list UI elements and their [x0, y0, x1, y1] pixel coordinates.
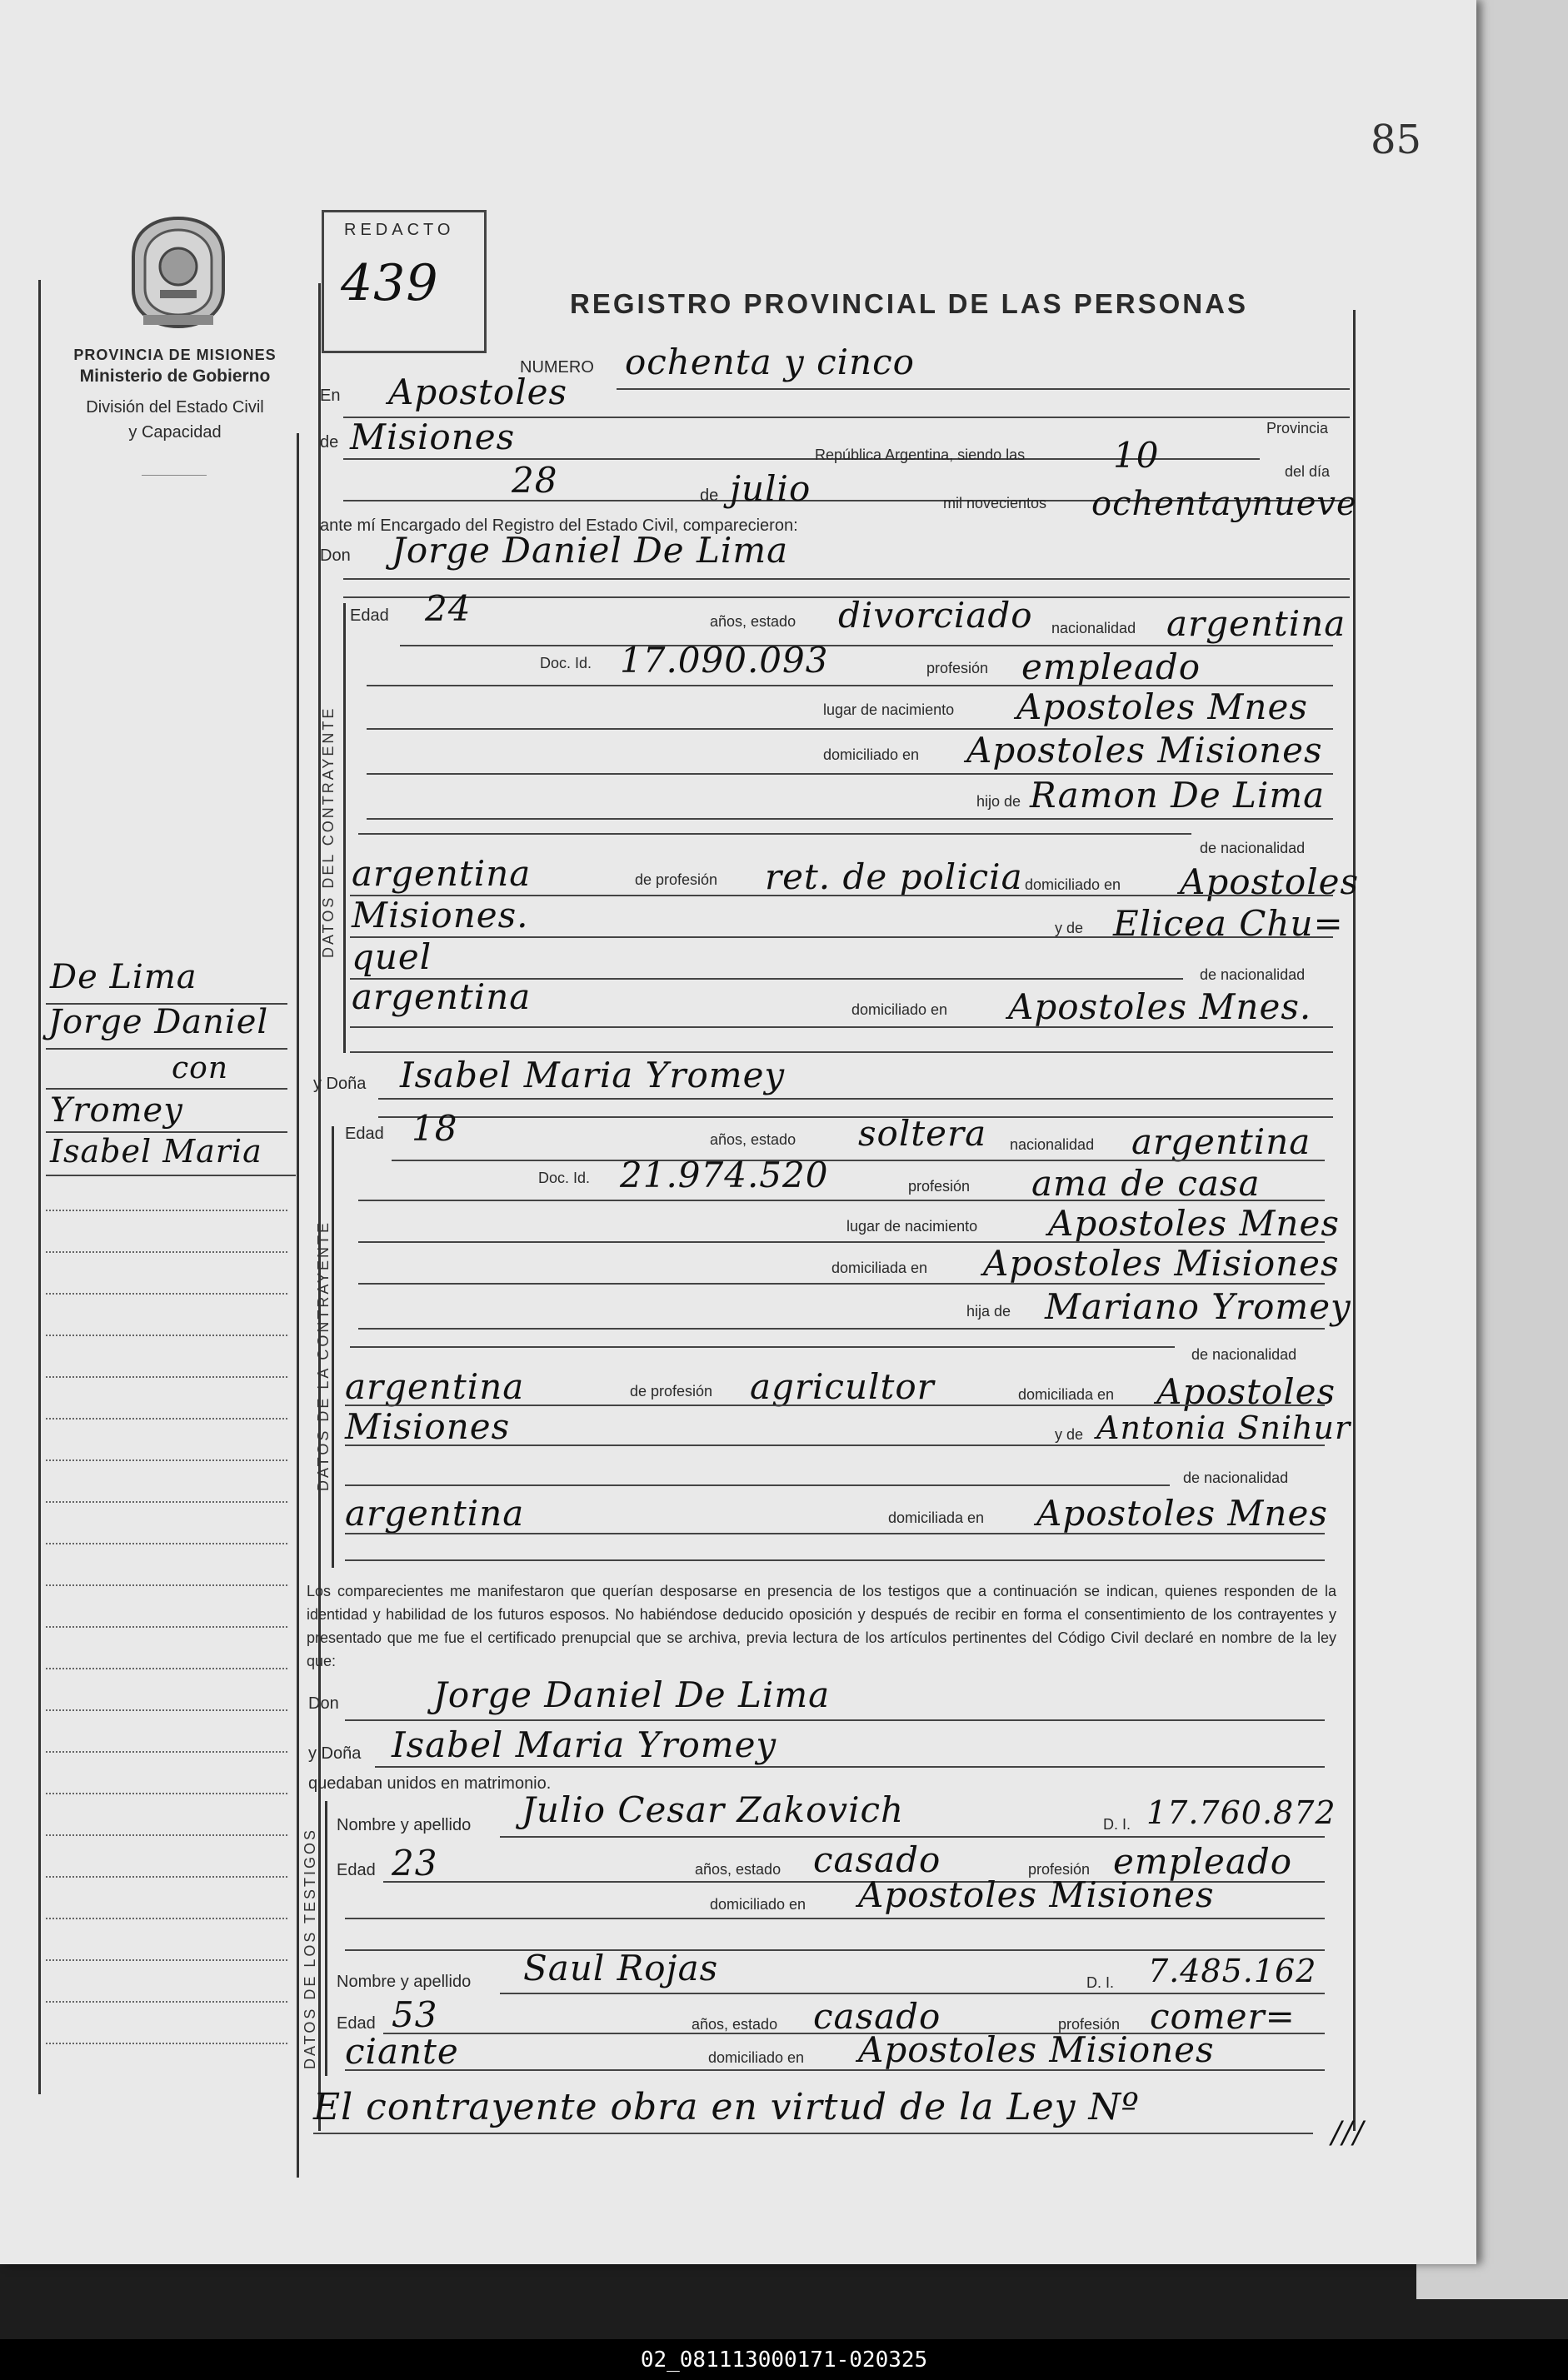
f-de-prof-label: de profesión: [630, 1383, 713, 1400]
don-label: Don: [320, 546, 351, 565]
margin-rule: [46, 1251, 287, 1253]
margin-note-rule-5: [46, 1175, 296, 1176]
margin-rule: [46, 1459, 287, 1461]
stamp-label: REDACTO: [344, 221, 455, 239]
en-value: Apostoles: [388, 372, 568, 412]
c-padre-line: [367, 818, 1333, 820]
left-frame-line: [38, 280, 41, 2094]
f-domicilio-label: domiciliada en: [831, 1260, 928, 1276]
margin-rule: [46, 1293, 287, 1295]
c-domiciliado-en-label: domiciliado en: [1025, 876, 1121, 893]
ante-label: ante mí Encargado del Registro del Estado Civil, comparecieron:: [320, 516, 798, 535]
statement-paragraph: Los comparecientes me manifestaron que querían desposarse en presencia de los testigos que a continuación se indican, quienes responden de la identidad y habilidad de los futuros esposos. No habiéndose deducido oposición y después de recibir en forma el consentimiento de los contrayentes y presentado que me fue el certificado prenupcial que se archiva, previa lectura de los artículos pertinentes del Código Civil declaré en nombre de la ley que:: [307, 1583, 1336, 1669]
f-lugar-label: lugar de nacimiento: [846, 1218, 978, 1235]
c-lugar-value: Apostoles Mnes: [1016, 686, 1308, 727]
f-madre-dom-value: Apostoles Mnes: [1036, 1493, 1328, 1534]
province-label: PROVINCIA DE MISIONES: [73, 347, 277, 363]
t2-profesion-value-2: ciante: [345, 2031, 459, 2072]
de2-label: de: [700, 486, 719, 505]
t2-di-value: 7.485.162: [1148, 1953, 1317, 1989]
margin-rule: [46, 1834, 287, 1836]
c-domicilio-label: domiciliado en: [823, 746, 920, 763]
dia-value: 28: [512, 460, 558, 501]
f-padre-line: [358, 1328, 1325, 1330]
footer-id: 02_081113000171-020325: [640, 2347, 928, 2373]
margin-rule: [46, 2001, 287, 2003]
f-de-nac2-label: de nacionalidad: [1183, 1469, 1289, 1486]
t2-dom-line: [345, 2069, 1325, 2071]
margin-rule: [46, 1959, 287, 1961]
margin-note-line-3: con: [172, 1051, 229, 1085]
c-madre-nac-value: argentina: [352, 976, 532, 1017]
margin-note-rule-3: [46, 1088, 287, 1090]
f-end-line: [345, 1559, 1325, 1561]
margin-rule: [46, 1876, 287, 1878]
f-padre-dom-value: Apostoles: [1156, 1371, 1336, 1412]
f-anios-label: años, estado: [710, 1131, 796, 1148]
t2-dom-label: domiciliado en: [708, 2049, 805, 2066]
provincia-label: Provincia: [1266, 420, 1329, 437]
del-dia-label: del día: [1285, 463, 1331, 480]
t1-estado-value: casado: [813, 1839, 941, 1880]
c-padre-value: Ramon De Lima: [1030, 775, 1326, 816]
margin-rule: [46, 1793, 287, 1794]
t1-profesion-label: profesión: [1028, 1861, 1091, 1878]
t1-profesion-value: empleado: [1113, 1841, 1293, 1882]
f-doc-label: Doc. Id.: [538, 1170, 591, 1186]
stmt-don-value: Jorge Daniel De Lima: [433, 1674, 831, 1715]
stmt-dona-label: y Doña: [308, 1744, 362, 1763]
c-doc-label: Doc. Id.: [540, 655, 592, 671]
margin-rule: [46, 1210, 287, 1211]
t2-estado-value: casado: [813, 1996, 941, 2037]
capacity-label: y Capacidad: [128, 423, 222, 442]
c-profesion-value: empleado: [1021, 646, 1201, 687]
division-label: División del Estado Civil: [86, 398, 264, 417]
c-madre-dom-value: Apostoles Mnes.: [1008, 986, 1312, 1027]
c-estado-value: divorciado: [838, 595, 1033, 636]
c-madre-line: [350, 936, 1333, 938]
f-profesion-value: ama de casa: [1031, 1163, 1261, 1204]
t2-edad-value: 53: [392, 1994, 438, 2035]
f-lugar-value: Apostoles Mnes: [1048, 1203, 1340, 1244]
f-nacionalidad-label: nacionalidad: [1010, 1136, 1095, 1153]
right-frame-line: [1353, 310, 1356, 2131]
f-padre-nac-line: [350, 1346, 1175, 1348]
quedaban-label: quedaban unidos en matrimonio.: [308, 1774, 552, 1793]
contrayente-frame: [343, 603, 346, 1053]
c-padre-dom-value-2: Misiones.: [352, 895, 529, 936]
t1-edad-value: 23: [392, 1843, 438, 1884]
ministry-label: Ministerio de Gobierno: [79, 367, 271, 386]
f-padre-nac-value: argentina: [345, 1366, 525, 1407]
t1-nombre-value: Julio Cesar Zakovich: [522, 1789, 905, 1830]
t2-anios-label: años, estado: [692, 2016, 778, 2033]
margin-rule: [46, 1501, 287, 1503]
stmt-dona-line: [375, 1766, 1325, 1768]
t1-edad-label: Edad: [337, 1861, 376, 1879]
f-padre-prof-value: agricultor: [750, 1366, 935, 1407]
c-end-line: [350, 1051, 1333, 1053]
f-doc-value: 21.974.520: [620, 1155, 829, 1195]
c-edad-label: Edad: [350, 606, 389, 625]
numero-value: ochenta y cinco: [625, 342, 915, 382]
testigos-frame: [325, 1801, 327, 2076]
c-padre-dom-value: Apostoles: [1180, 861, 1360, 902]
f-domicilio-value: Apostoles Misiones: [983, 1243, 1340, 1284]
t1-anios-label: años, estado: [695, 1861, 782, 1878]
f-y-de-label: y de: [1055, 1426, 1084, 1443]
mes-value: julio: [730, 468, 811, 509]
f-madre-dom-line: [345, 1533, 1325, 1534]
f-edad-label: Edad: [345, 1125, 384, 1143]
c-padre-prof-value: ret. de policia: [765, 856, 1023, 897]
margin-rule: [46, 1376, 287, 1378]
margin-note-line-2: Jorge Daniel: [48, 1003, 269, 1041]
t2-profesion-label: profesión: [1058, 2016, 1121, 2033]
c-padre-nac-value: argentina: [352, 853, 532, 894]
mil-label: mil novecientos: [943, 495, 1047, 511]
t2-nombre-label: Nombre y apellido: [337, 1973, 472, 1991]
f-madre-nac-value: argentina: [345, 1493, 525, 1534]
testigos-section-label: DATOS DE LOS TESTIGOS: [302, 1827, 318, 2069]
dona-value: Isabel Maria Yromey: [400, 1055, 786, 1095]
margin-rule: [46, 1918, 287, 1919]
c-hijo-label: hijo de: [976, 793, 1021, 810]
margin-frame-line: [297, 433, 299, 2178]
t2-nombre-value: Saul Rojas: [523, 1948, 719, 1988]
f-nacionalidad-value: argentina: [1131, 1121, 1311, 1162]
header-divider: [142, 475, 207, 476]
en-label: En: [320, 387, 341, 405]
c-madre-value-2: quel: [352, 936, 432, 977]
f-hija-label: hija de: [966, 1303, 1011, 1320]
f-padre-dom-value-2: Misiones: [345, 1406, 511, 1447]
f-doc-line: [358, 1200, 1325, 1201]
c-de-prof-label: de profesión: [635, 871, 718, 888]
f-profesion-label: profesión: [908, 1178, 971, 1195]
t2-di-label: D. I.: [1086, 1974, 1115, 1991]
c-nacionalidad-label: nacionalidad: [1051, 620, 1136, 636]
t2-profesion-value: comer=: [1150, 1996, 1296, 2037]
t1-dom-line: [345, 1918, 1325, 1919]
c-lugar-label: lugar de nacimiento: [823, 701, 955, 718]
c-madre-value: Elicea Chu=: [1113, 903, 1344, 944]
margin-rule: [46, 1335, 287, 1336]
margin-note-line-5: Isabel Maria: [50, 1133, 262, 1170]
t1-nombre-label: Nombre y apellido: [337, 1816, 472, 1834]
margin-rule: [46, 1418, 287, 1420]
t2-nombre-line: [500, 1993, 1325, 1994]
closing-note: El contrayente obra en virtud de la Ley Nº: [313, 2086, 1140, 2128]
stamp-value: 439: [341, 254, 439, 312]
margin-rule: [46, 1584, 287, 1586]
c-de-nac2-label: de nacionalidad: [1200, 966, 1306, 983]
c-madre-dom-label: domiciliado en: [851, 1001, 948, 1018]
t2-edad-label: Edad: [337, 2014, 376, 2033]
margin-rule: [46, 1668, 287, 1669]
c-de-nac-label: de nacionalidad: [1200, 840, 1306, 856]
contrayenta-section-label: DATOS DE LA CONTRAYENTE: [315, 1220, 332, 1491]
c-madre-dom-line: [350, 1026, 1333, 1028]
dona-line: [378, 1098, 1333, 1100]
closing-mark: ///: [1331, 2116, 1365, 2150]
closing-line: [313, 2133, 1313, 2134]
footer-id-bar: [0, 2339, 1568, 2380]
margin-note-rule-2: [46, 1048, 287, 1050]
c-edad-value: 24: [425, 588, 472, 629]
anio-value: ochentaynueve: [1091, 485, 1357, 523]
f-edad-line: [392, 1160, 1325, 1161]
stmt-don-line: [345, 1719, 1325, 1721]
margin-note-line-1: De Lima: [50, 958, 197, 996]
f-edad-value: 18: [412, 1108, 458, 1149]
t1-end-line: [345, 1949, 1325, 1951]
margin-rule: [46, 1626, 287, 1628]
c-padre-nac-line: [358, 833, 1191, 835]
province-seal-icon: [127, 215, 230, 330]
margin-rule: [46, 1751, 287, 1753]
f-madre-nac-line: [345, 1484, 1170, 1486]
f-padre-value: Mariano Yromey: [1045, 1286, 1351, 1327]
f-madre-dom-label: domiciliada en: [888, 1509, 985, 1526]
f-estado-value: soltera: [858, 1113, 987, 1154]
de-label: de: [320, 433, 339, 452]
de-value: Misiones: [350, 417, 516, 457]
f-madre-value: Antonia Snihur: [1096, 1410, 1351, 1446]
c-profesion-label: profesión: [926, 660, 989, 676]
page-title: REGISTRO PROVINCIAL DE LAS PERSONAS: [570, 288, 1248, 319]
margin-rule: [46, 2043, 287, 2044]
dona-label: y Doña: [313, 1075, 367, 1093]
stmt-dona-value: Isabel Maria Yromey: [392, 1724, 777, 1765]
hora-value: 10: [1113, 435, 1160, 476]
don-value: Jorge Daniel De Lima: [392, 530, 789, 571]
f-de-nac-label: de nacionalidad: [1191, 1346, 1297, 1363]
t2-dom-value: Apostoles Misiones: [858, 2029, 1215, 2070]
numero-line: [617, 388, 1350, 390]
margin-rule: [46, 1543, 287, 1544]
margin-note-line-4: Yromey: [50, 1091, 183, 1130]
t1-dom-value: Apostoles Misiones: [858, 1874, 1215, 1915]
stmt-don-label: Don: [308, 1694, 339, 1713]
t1-di-value: 17.760.872: [1146, 1794, 1336, 1831]
f-domiciliada-en-label: domiciliada en: [1018, 1386, 1115, 1403]
c-nacionalidad-value: argentina: [1166, 603, 1346, 644]
c-anios-label: años, estado: [710, 613, 796, 630]
f-madre-line: [345, 1444, 1325, 1446]
c-y-de-label: y de: [1055, 920, 1084, 936]
c-domicilio-value: Apostoles Misiones: [966, 730, 1323, 771]
redacto-stamp: [322, 210, 487, 353]
c-doc-value: 17.090.093: [620, 640, 829, 681]
don-line: [343, 578, 1350, 580]
page-number: 85: [1371, 117, 1422, 163]
contrayente-section-label: DATOS DEL CONTRAYENTE: [320, 706, 337, 958]
republica-label: República Argentina, siendo las: [815, 447, 1026, 463]
margin-rule: [46, 1709, 287, 1711]
t1-dom-label: domiciliado en: [710, 1896, 806, 1913]
dona-line-2: [378, 1116, 1333, 1118]
f-domicilio-line: [358, 1283, 1325, 1285]
t1-di-label: D. I.: [1103, 1816, 1131, 1833]
numero-label: NUMERO: [520, 358, 594, 377]
t1-nombre-line: [500, 1836, 1325, 1838]
